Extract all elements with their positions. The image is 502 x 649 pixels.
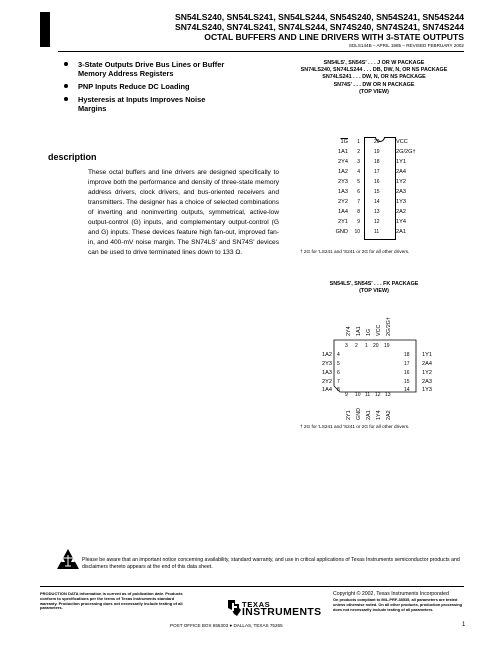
header-rule bbox=[58, 51, 464, 52]
pin-row: 20 VCC bbox=[374, 139, 408, 145]
left-label: 1A2 bbox=[322, 352, 332, 358]
pin-row: 16 1Y2 bbox=[374, 179, 406, 185]
pin-row: 1A1 2 bbox=[338, 149, 360, 155]
page-number: 1 bbox=[462, 622, 466, 628]
pin-row: 2Y1 9 bbox=[338, 219, 360, 225]
pin-row: GND 10 bbox=[335, 229, 360, 235]
warning-scales-icon bbox=[56, 548, 80, 570]
description-paragraph: These octal buffers and line drivers are designed specifically to improve both the performance and density of three-state memory address drivers, clock drivers, and bus-oriented receivers and transmitters. The designer has a choice of selected combinations of inverting and noninverting outputs, symmetrical, active-low output-control (G) inputs, and complementary output-control (G and G) inputs. These devices feature high fan-out, improved fan-in, and 400-mV noise margin. The SN74LS' and SN74S' devices can be used to drive terminated lines down to 133 Ω. bbox=[88, 169, 279, 256]
pin-row: 1A2 4 bbox=[338, 169, 360, 175]
left-label: 2Y3 bbox=[322, 361, 332, 367]
copyright: Copyright © 2002, Texas Instruments Incorporated bbox=[333, 591, 449, 597]
package1-heading: SN54LS', SN54S' . . . J OR W PACKAGE SN74LS240, SN74LS244 . . . DB, DW, N, OR NS PACKAGE SN74LS241 . . . DW, N, OR NS PACKAGE SN74S' . . . DW OR N PACKAGE (TOP VIEW) bbox=[300, 60, 448, 95]
pin-row: 1G 1 bbox=[340, 139, 360, 145]
right-label: 1Y2 bbox=[422, 370, 432, 376]
pin-row: 2Y3 5 bbox=[338, 179, 360, 185]
bullet-icon bbox=[64, 84, 68, 88]
bottom-label: GND bbox=[356, 408, 362, 420]
top-label: 1A1 bbox=[356, 326, 362, 336]
pin-row: 15 2A3 bbox=[374, 189, 406, 195]
package2-footnote: † 2G for 'LS241 and 'S241 or 2G for all other drivers. bbox=[300, 424, 410, 429]
left-num: 8 bbox=[337, 387, 340, 393]
texas-logo-icon bbox=[226, 598, 242, 618]
feature-item: 3-State Outputs Drive Bus Lines or Buffer Memory Address Registers bbox=[62, 60, 277, 78]
mil-notice: On products compliant to MIL-PRF-38535, all parameters are tested unless otherwise noted. On all other products, production processing does not necessarily include testing of all parameters. bbox=[333, 597, 463, 612]
right-num: 18 bbox=[404, 352, 410, 358]
bottom-num: 10 bbox=[355, 392, 361, 398]
title-line-3: OCTAL BUFFERS AND LINE DRIVERS WITH 3-STATE OUTPUTS bbox=[204, 32, 464, 42]
pin-row: 13 2A2 bbox=[374, 209, 406, 215]
bottom-num: 13 bbox=[385, 392, 391, 398]
logo-text-instruments: INSTRUMENTS bbox=[242, 607, 322, 618]
right-num: 15 bbox=[404, 379, 410, 385]
doc-id: SDLS144B – APRIL 1985 – REVISED FEBRUARY 2002 bbox=[348, 43, 464, 48]
right-label: 2A3 bbox=[422, 379, 432, 385]
feature-item: PNP Inputs Reduce DC Loading bbox=[62, 82, 277, 91]
left-label: 1A3 bbox=[322, 370, 332, 376]
warning-notice: Please be aware that an important notice concerning availability, standard warranty, and use in critical applications of Texas Instruments semiconductor products and disclaimers thereto appears at the end of this data sheet. bbox=[82, 557, 460, 571]
pin-row: 11 2A1 bbox=[374, 229, 406, 235]
description-body bbox=[88, 168, 279, 258]
bottom-num: 12 bbox=[375, 392, 381, 398]
production-data-notice: PRODUCTION DATA information is current as of publication date. Products conform to specifications per the terms of Texas Instruments standard warranty. Production processing does not necessarily include testing of all parameters. bbox=[40, 591, 183, 611]
title-line-2: SN74LS240, SN74LS241, SN74LS244, SN74S240, SN74S241, SN74S244 bbox=[174, 22, 464, 32]
package2-heading: SN54LS', SN54S' . . . FK PACKAGE (TOP VIEW) bbox=[329, 281, 419, 295]
pin-row: 17 2A4 bbox=[374, 169, 406, 175]
pin-row: 1A3 6 bbox=[338, 189, 360, 195]
top-num: 3 bbox=[345, 343, 348, 349]
pin-row: 14 1Y3 bbox=[374, 199, 406, 205]
sidebar-bar bbox=[40, 12, 50, 47]
left-num: 7 bbox=[337, 379, 340, 385]
feature-item: Hysteresis at Inputs Improves Noise Margins bbox=[62, 95, 277, 113]
bottom-label: 2A1 bbox=[366, 410, 372, 420]
right-num: 14 bbox=[404, 387, 410, 393]
package1-footnote: † 2G for 'LS241 and 'S241 or 2G for all other drivers. bbox=[300, 249, 410, 254]
pin-row: 2Y2 7 bbox=[338, 199, 360, 205]
top-num: 1 bbox=[365, 343, 368, 349]
top-label: 1G bbox=[366, 328, 372, 336]
left-num: 5 bbox=[337, 361, 340, 367]
left-num: 4 bbox=[337, 352, 340, 358]
bullet-icon bbox=[64, 62, 68, 66]
bottom-num: 11 bbox=[365, 392, 371, 398]
dip-left-pins bbox=[310, 137, 360, 237]
dip-right-pins bbox=[374, 137, 444, 237]
right-num: 17 bbox=[404, 361, 410, 367]
bottom-label: 2A2 bbox=[386, 410, 392, 420]
feature-list bbox=[62, 60, 277, 117]
top-num: 19 bbox=[384, 343, 390, 349]
logo-text-texas: TEXAS bbox=[242, 600, 271, 609]
top-label: 2Y4 bbox=[346, 326, 352, 336]
left-num: 6 bbox=[337, 370, 340, 376]
bottom-label: 1Y4 bbox=[376, 410, 382, 420]
top-num: 2 bbox=[355, 343, 358, 349]
right-label: 1Y1 bbox=[422, 352, 432, 358]
top-label: 2G/2G† bbox=[386, 317, 392, 336]
left-label: 1A4 bbox=[322, 387, 332, 393]
pin-row: 1A4 8 bbox=[338, 209, 360, 215]
top-num: 20 bbox=[373, 343, 379, 349]
pin-row: 2Y4 3 bbox=[338, 159, 360, 165]
pin-row: 18 1Y1 bbox=[374, 159, 406, 165]
right-label: 2A4 bbox=[422, 361, 432, 367]
bottom-label: 2Y1 bbox=[346, 410, 352, 420]
top-label: VCC bbox=[376, 324, 382, 336]
fk-package-diagram bbox=[300, 296, 450, 421]
left-label: 2Y2 bbox=[322, 379, 332, 385]
right-label: 1Y3 bbox=[422, 387, 432, 393]
description-heading: description bbox=[48, 152, 97, 162]
bottom-num: 9 bbox=[345, 392, 348, 398]
pin-row: 19 2G/2G† bbox=[374, 149, 416, 155]
footer-rule bbox=[40, 586, 464, 587]
right-num: 16 bbox=[404, 370, 410, 376]
bullet-icon bbox=[64, 97, 68, 101]
title-line-1: SN54LS240, SN54LS241, SN54LS244, SN54S240, SN54S241, SN54S244 bbox=[174, 12, 464, 22]
postal-address: POST OFFICE BOX 655303 ● DALLAS, TEXAS 75265 bbox=[170, 623, 283, 628]
pin-row: 12 1Y4 bbox=[374, 219, 406, 225]
